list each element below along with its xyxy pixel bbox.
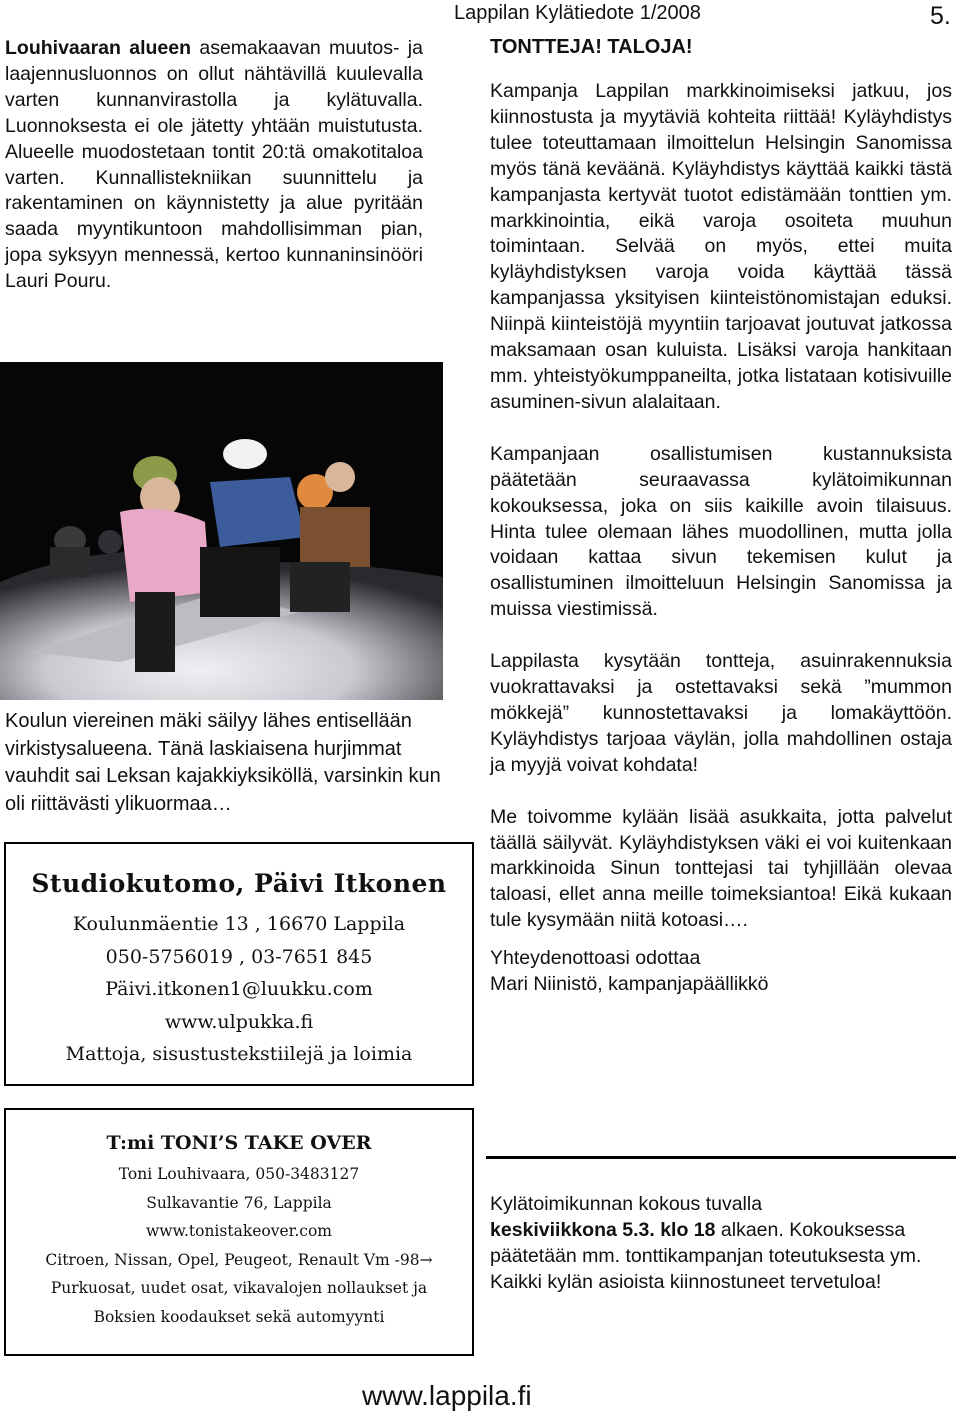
ad-studiokutomo-email: Päivi.itkonen1@luukku.com xyxy=(105,978,373,1000)
ad-tonis-name: T:mi TONI’S TAKE OVER xyxy=(106,1132,372,1154)
page-number: 5. xyxy=(930,2,951,30)
ad-tonis-contact: Toni Louhivaara, 050-3483127 xyxy=(118,1165,360,1183)
sledding-photo xyxy=(0,362,443,700)
meeting-notice-text xyxy=(490,1192,930,1296)
photo-caption: Koulun viereinen mäki säilyy lähes entisellään virkistysalueena. Tänä laskiaisena hurjimmat vauhdit sai Leksan kajakkiyksiköllä, varsinkin kun oli riittävästi ylikuormaa… xyxy=(5,710,441,815)
ad-tonis-address: Sulkavantie 76, Lappila xyxy=(146,1193,332,1212)
ad-studiokutomo-address: Koulunmäentie 13 , 16670 Lappila xyxy=(72,913,406,935)
ad-studiokutomo xyxy=(4,842,474,1086)
ad-studiokutomo-name: Studiokutomo, Päivi Itkonen xyxy=(31,869,447,898)
campaign-contact-name: Mari Niinistö, kampanjapäällikkö xyxy=(490,973,769,996)
right-column xyxy=(490,36,952,998)
meeting-intro: Kylätoimikunnan kokous tuvalla xyxy=(490,1193,763,1215)
ad-tonis-services: Purkuosat, uudet osat, vikavalojen nollaukset ja xyxy=(50,1279,428,1297)
sledding-photo-image xyxy=(0,362,443,700)
ad-tonis-services-2: Boksien koodaukset sekä automyynti xyxy=(93,1307,385,1326)
ad-tonis-take-over xyxy=(4,1108,474,1356)
louhivaara-article xyxy=(5,36,423,295)
meeting-notice xyxy=(490,1192,930,1296)
ad-studiokutomo-website: www.ulpukka.fi xyxy=(164,1010,314,1033)
article-lead-bold: Louhivaaran alueen xyxy=(5,37,192,59)
section-divider xyxy=(486,1156,956,1159)
campaign-paragraph-1: Kampanja Lappilan markkinoimiseksi jatkuu, jos kiinnostusta ja myytäviä kohteita riittää! Kyläyhdistys tulee toteuttamaan ilmoittelun Helsingin Sanomissa myös tänä keväänä. Kyläyhdistys käyttää kaikki tästä kampanjasta kertyvät tuotot edistämään tonttien ym. markkinointia, eikä varoja osoiteta muuhun toimintaan. Selvää on myös, ettei muita kyläyhdistyksen varoja voida käyttää tässä kampanjassa yksityisen kiinteistönomistajan eduksi. Niinpä kiinteistöjä myyntiin tarjoavat joutuvat jatkossa maksamaan osan kuluista. Lisäksi varoja hankitaan mm. yhteistyökumppaneilta, jotka listataan kotisivuille asuminen-sivun alalaitaan. xyxy=(490,80,952,413)
meeting-date: keskiviikkona 5.3. klo 18 xyxy=(490,1218,716,1241)
ad-studiokutomo-products: Mattoja, sisustustekstiilejä ja loimia xyxy=(65,1043,413,1065)
campaign-heading: TONTTEJA! TALOJA! xyxy=(490,36,693,58)
campaign-paragraph-3: Lappilasta kysytään tontteja, asuinrakennuksia vuokrattavaksi ja ostettavaksi sekä ”mummon mökkejä” kunnostettavaksi ja lomakäyttöön. Kyläyhdistys tarjoaa väylän, jolla mahdollinen ostaja ja myyjä voivat kohdata! xyxy=(490,650,952,776)
campaign-contact-intro: Yhteydenottoasi odottaa xyxy=(490,947,701,970)
ad-studiokutomo-phone: 050-5756019 , 03-7651 845 xyxy=(105,945,373,968)
ad-tonis-website: www.tonistakeover.com xyxy=(146,1222,332,1240)
campaign-paragraph-2: Kampanjaan osallistumisen kustannuksista päätetään seuraavassa kylätoimikunnan kokouksessa, joka on siis kaikille avoin tilaisuus. Hinta tulee olemaan lähes muodollinen, mutta jolla voidaan kattaa sivun tekemisen kulut ja osallistuminen ilmoitteluun Helsingin Sanomissa ja muissa viestimissä. xyxy=(490,442,952,621)
newsletter-title: Lappilan Kylätiedote 1/2008 xyxy=(454,2,701,24)
left-column xyxy=(5,36,423,295)
ad-tonis-brands: Citroen, Nissan, Opel, Peugeot, Renault Vm -98→ xyxy=(45,1250,433,1269)
meeting-details: alkaen. Kokouksessa päätetään mm. tonttikampanjan toteutuksesta ym. Kaikki kylän asioista kiinnostuneet tervetuloa! xyxy=(490,1218,922,1293)
footer-url[interactable]: www.lappila.fi xyxy=(362,1380,532,1411)
article-body: asemakaavan muutos- ja laajennusluonnos on ollut nähtävillä kuulevalla varten kunnanvirastolla ja kylätuvalla. Luonnoksesta ei ole jätetty yhtään muistutusta. Alueelle muodostetaan tontit 20:tä omakotitaloa varten. Kunnallistekniikan suunnittelu ja rakentaminen on käynnistetty ja alue pyritään saada myyntikuntoon mahdollisimman pian, jopa syksyyn mennessä, kertoo kunnaninsinööri Lauri Pouru. xyxy=(5,37,423,293)
campaign-paragraph-4: Me toivomme kylään lisää asukkaita, jotta palvelut täällä säilyvät. Kyläyhdistyksen väki ei voi kuitenkaan markkinoida Sinun tonttejasi tai tyhjillään olevaa taloasi, ellet anna meille toimeksiantoa! Eikä kukaan tule kysymään niitä kotoasi…. xyxy=(490,805,952,932)
